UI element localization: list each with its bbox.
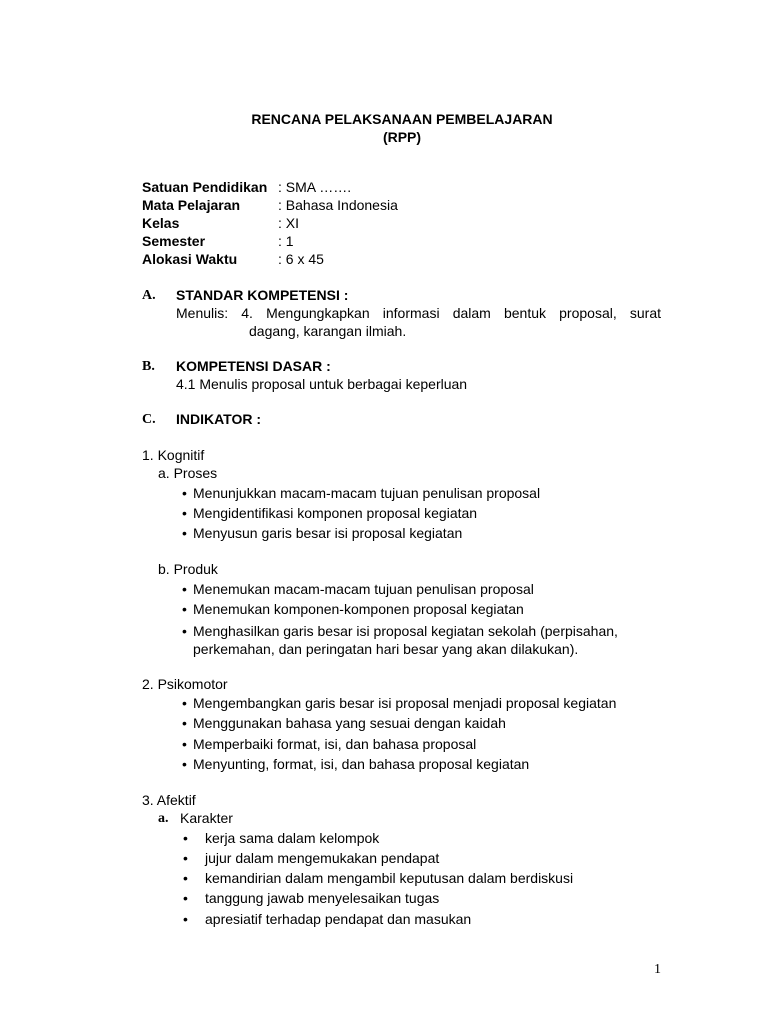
identity-value: : 1 [278, 233, 294, 249]
bullet-icon: • [182, 623, 187, 639]
page-number: 1 [654, 962, 661, 977]
list-item: tanggung jawab menyelesaikan tugas [205, 890, 440, 906]
list-item: kemandirian dalam mengambil keputusan dalam berdiskusi [205, 870, 574, 886]
proses-heading: a. Proses [158, 465, 218, 481]
document-title: RENCANA PELAKSANAAN PEMBELAJARAN [251, 111, 553, 127]
identity-value: : XI [278, 215, 300, 231]
bullet-icon: • [183, 890, 188, 906]
list-item: • Menemukan komponen-komponen proposal kegiatan [182, 601, 524, 617]
section-a-letter: A. [142, 288, 156, 303]
list-item: kerja sama dalam kelompok [205, 830, 380, 846]
section-a-text-continued: dagang, karangan ilmiah. [249, 323, 407, 339]
bullet-icon: • [182, 756, 187, 772]
identity-value: : 6 x 45 [278, 251, 324, 267]
bullet-icon: • [183, 850, 188, 866]
section-c-letter: C. [142, 412, 156, 427]
identity-label: Alokasi Waktu [142, 251, 238, 267]
list-item: • Menghasilkan garis besar isi proposal kegiatan sekolah (perpisahan, [182, 623, 618, 639]
identity-label: Semester [142, 233, 206, 249]
section-a-heading: STANDAR KOMPETENSI : [176, 287, 349, 303]
bullet-icon: • [182, 485, 187, 501]
bullet-icon: • [182, 736, 187, 752]
psikomotor-heading: 2. Psikomotor [142, 676, 228, 692]
kognitif-heading: 1. Kognitif [142, 447, 205, 463]
identity-value: : Bahasa Indonesia [278, 197, 398, 213]
list-item-continuation: perkemahan, dan peringatan hari besar yang akan dilakukan). [193, 641, 579, 657]
bullet-icon: • [183, 830, 188, 846]
bullet-icon: • [183, 911, 188, 927]
bullet-icon: • [182, 581, 187, 597]
list-item: • Memperbaiki format, isi, dan bahasa proposal [182, 736, 477, 752]
afektif-heading: 3. Afektif [142, 792, 196, 808]
bullet-icon: • [182, 695, 187, 711]
identity-label: Satuan Pendidikan [142, 179, 268, 195]
list-item: • Menyusun garis besar isi proposal kegiatan [182, 525, 463, 541]
list-item: apresiatif terhadap pendapat dan masukan [205, 911, 472, 927]
list-item: • Menyunting, format, isi, dan bahasa proposal kegiatan [182, 756, 530, 772]
section-b-letter: B. [142, 359, 155, 374]
identity-label: Mata Pelajaran [142, 197, 241, 213]
identity-label: Kelas [142, 215, 180, 231]
bullet-icon: • [182, 525, 187, 541]
bullet-icon: • [182, 601, 187, 617]
section-c-heading: INDIKATOR : [176, 411, 262, 427]
karakter-letter: a. [158, 811, 169, 826]
identity-value: : SMA ……. [278, 179, 352, 195]
list-item: • Menunjukkan macam-macam tujuan penulisan proposal [182, 485, 541, 501]
section-b-text: 4.1 Menulis proposal untuk berbagai keperluan [176, 376, 468, 392]
list-item: jujur dalam mengemukakan pendapat [205, 850, 440, 866]
produk-heading: b. Produk [158, 561, 218, 577]
bullet-icon: • [182, 505, 187, 521]
section-b-heading: KOMPETENSI DASAR : [176, 358, 331, 374]
list-item: • Mengidentifikasi komponen proposal kegiatan [182, 505, 478, 521]
section-a-text: Menulis: 4. Mengungkapkan informasi dalam bentuk proposal, surat [176, 305, 661, 321]
list-item: • Menggunakan bahasa yang sesuai dengan kaidah [182, 715, 506, 731]
list-item: • Mengembangkan garis besar isi proposal menjadi proposal kegiatan [182, 695, 617, 711]
bullet-icon: • [183, 870, 188, 886]
document-subtitle: (RPP) [382, 129, 422, 145]
karakter-heading: Karakter [180, 810, 233, 826]
list-item: • Menemukan macam-macam tujuan penulisan proposal [182, 581, 534, 597]
bullet-icon: • [182, 715, 187, 731]
